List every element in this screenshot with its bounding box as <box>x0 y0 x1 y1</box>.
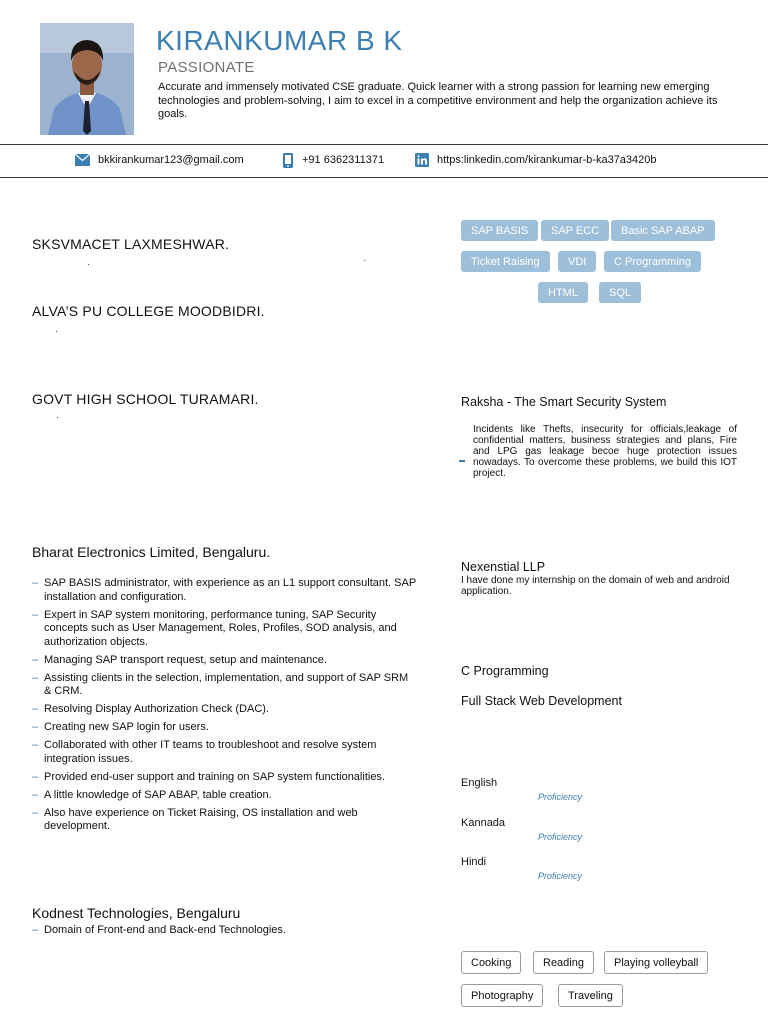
skill-tag: SQL <box>599 282 641 303</box>
education-detail-3: . <box>56 410 59 421</box>
hobby-tag: Cooking <box>461 951 521 974</box>
list-item: – Creating new SAP login for users. <box>32 721 417 735</box>
education-detail-1: . <box>87 257 90 268</box>
experience-bullets-2 <box>32 924 417 942</box>
skill-tag: HTML <box>538 282 588 303</box>
education-school-3: GOVT HIGH SCHOOL TURAMARI. <box>32 391 259 407</box>
list-item: – A little knowledge of SAP ABAP, table creation. <box>32 789 417 803</box>
certification-item: Full Stack Web Development <box>461 694 622 708</box>
language-name: Hindi <box>461 856 487 868</box>
envelope-icon <box>75 154 90 166</box>
hobby-tag: Photography <box>461 984 543 1007</box>
language-level: Proficiency <box>538 871 583 881</box>
hobby-tag: Reading <box>533 951 594 974</box>
divider-mark <box>363 260 366 261</box>
education-detail-2: . <box>55 324 58 335</box>
list-item: – SAP BASIS administrator, with experience as an L1 support consultant. SAP installation and configuration. <box>32 577 417 604</box>
experience-company-2: Kodnest Technologies, Bengaluru <box>32 905 241 921</box>
hobby-tag: Playing volleyball <box>604 951 708 974</box>
bullet-dash <box>459 460 465 462</box>
list-item: – Resolving Display Authorization Check (DAC). <box>32 703 417 717</box>
experience-company-1: Bharat Electronics Limited, Bengaluru. <box>32 544 271 560</box>
list-item: – Expert in SAP system monitoring, performance tuning, SAP Security concepts such as User Management, Roles, Profiles, SOD analysis, and authorization objects. <box>32 609 417 650</box>
candidate-name: KIRANKUMAR B K <box>156 25 403 56</box>
project-description: Incidents like Thefts, insecurity for officials,leakage of confidential matters, business strategies and plans, Fire and LPG gas leakage becoe huge protection issues nowadays. To overcome these problems, we build this IOT project. <box>473 424 737 479</box>
list-item: – Also have experience on Ticket Raising, OS installation and web development. <box>32 807 417 834</box>
list-item: – Domain of Front-end and Back-end Technologies. <box>32 924 417 938</box>
candidate-tagline: PASSIONATE <box>158 59 255 76</box>
hobby-tag: Traveling <box>558 984 623 1007</box>
language-name: English <box>461 777 498 789</box>
language-name: Kannada <box>461 817 506 829</box>
language-level: Proficiency <box>538 832 583 842</box>
education-school-2: ALVA’S PU COLLEGE MOODBIDRI. <box>32 303 265 319</box>
skill-tag: SAP ECC <box>541 220 609 241</box>
education-school-1: SKSVMACET LAXMESHWAR. <box>32 236 230 252</box>
mobile-phone-icon <box>283 153 293 168</box>
skill-tag: C Programming <box>604 251 701 272</box>
email-text: bkkirankumar123@gmail.com <box>98 154 244 166</box>
list-item: – Collaborated with other IT teams to troubleshoot and resolve system integration issues. <box>32 739 417 766</box>
list-item: – Assisting clients in the selection, implementation, and support of SAP SRM & CRM. <box>32 672 417 699</box>
experience-bullets-1 <box>32 577 417 838</box>
profile-photo <box>40 23 134 135</box>
skill-tag: Ticket Raising <box>461 251 550 272</box>
internship-description: I have done my internship on the domain of web and android application. <box>461 575 730 597</box>
linkedin-icon <box>415 153 429 167</box>
list-item: – Managing SAP transport request, setup and maintenance. <box>32 654 417 668</box>
list-item: – Provided end-user support and training on SAP system functionalities. <box>32 771 417 785</box>
certification-item: C Programming <box>461 664 549 678</box>
skill-tag: SAP BASIS <box>461 220 538 241</box>
skill-tag: Basic SAP ABAP <box>611 220 715 241</box>
language-level: Proficiency <box>538 792 583 802</box>
skill-tag: VDI <box>558 251 596 272</box>
project-title: Raksha - The Smart Security System <box>461 395 667 409</box>
email-contact[interactable] <box>75 152 244 168</box>
linkedin-text: https:linkedin.com/kirankumar-b-ka37a3420b <box>437 154 657 166</box>
internship-title: Nexenstial LLP <box>461 560 546 574</box>
phone-text: +91 6362311371 <box>302 154 385 166</box>
profile-summary: Accurate and immensely motivated CSE graduate. Quick learner with a strong passion for learning new emerging technologies and problem-solving, I aim to excel in a competitive environment and help the organization achieve its goals. <box>158 81 718 120</box>
phone-contact[interactable] <box>283 152 384 168</box>
linkedin-contact[interactable] <box>415 152 657 168</box>
